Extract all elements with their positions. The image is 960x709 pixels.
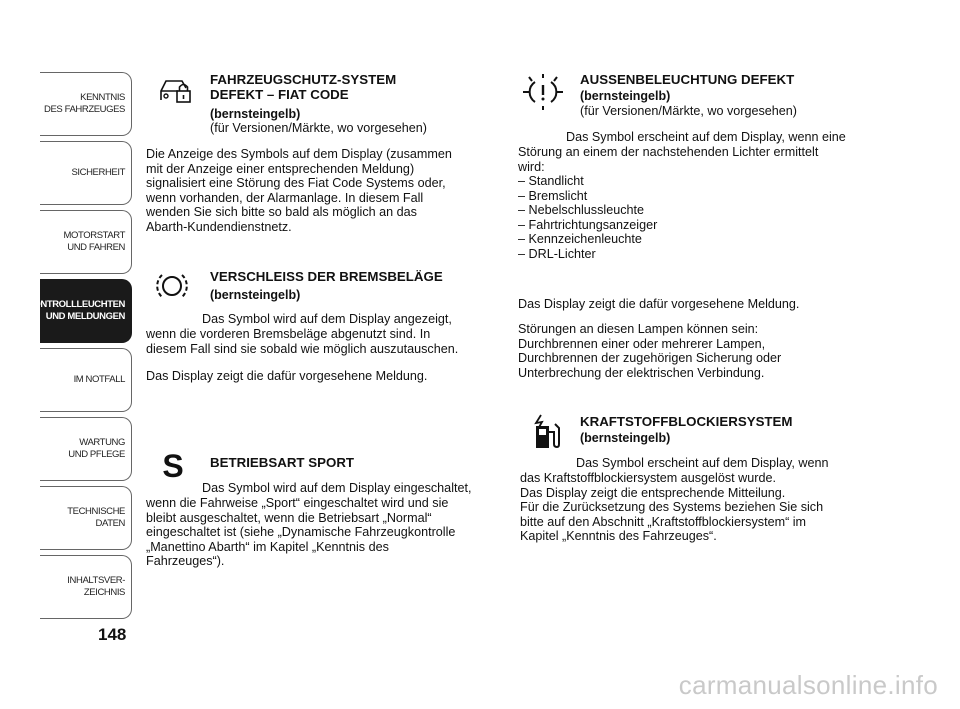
fiat-code-color: (bernsteingelb) bbox=[210, 107, 301, 121]
tab-motorstart[interactable]: MOTORSTART UND FAHREN bbox=[40, 210, 132, 274]
sport-s-icon: S bbox=[162, 447, 184, 484]
lights-title: AUSSENBELEUCHTUNG DEFEKT bbox=[580, 72, 795, 87]
brake-color: (bernsteingelb) bbox=[210, 288, 301, 302]
tab-sicherheit[interactable]: SICHERHEIT bbox=[40, 141, 132, 205]
fuel-cutoff-icon bbox=[533, 414, 561, 454]
brake-body-rest: wenn die vorderen Bremsbeläge abgenutzt sind. In diesem Fall sind sie sobald wie möglich auszutauschen. bbox=[146, 327, 459, 356]
fiat-code-title-1: FAHRZEUGSCHUTZ-SYSTEM bbox=[210, 72, 397, 87]
fuel-body-rest: das Kraftstoffblockiersystem ausgelöst wurde. Das Display zeigt die entsprechende Mitteilung. Für die Zurücksetzung des Systems beziehen Sie sich bitte auf den Abschnitt „Kraftstoffblockiersystem“ im Kapitel „Kenntnis des Fahrzeuges“. bbox=[520, 471, 824, 543]
brake-title: VERSCHLEISS DER BREMSBELÄGE bbox=[210, 269, 443, 284]
fuel-color: (bernsteingelb) bbox=[580, 431, 671, 445]
exterior-light-fault-icon bbox=[520, 73, 566, 115]
lights-body-3: Störungen an diesen Lampen können sein: Durchbrennen einer oder mehrerer Lampen, Durchbrennen der zugehörigen Sicherung oder Unterbrechung der elektrischen Verbindung. bbox=[518, 322, 782, 380]
sport-body-first: Das Symbol wird auf dem Display eingeschaltet, bbox=[202, 481, 472, 495]
fuel-title: KRAFTSTOFFBLOCKIERSYSTEM bbox=[580, 414, 793, 429]
brake-pad-wear-icon bbox=[155, 269, 189, 307]
tab-im-notfall[interactable]: IM NOTFALL bbox=[40, 348, 132, 412]
page-number: 148 bbox=[98, 625, 127, 644]
brake-body-first: Das Symbol wird auf dem Display angezeigt, bbox=[202, 312, 452, 326]
lights-body-first: Das Symbol erscheint auf dem Display, wenn eine bbox=[566, 130, 846, 144]
brake-body-2: Das Display zeigt die dafür vorgesehene Meldung. bbox=[146, 369, 428, 383]
lights-versions: (für Versionen/Märkte, wo vorgesehen) bbox=[580, 104, 797, 118]
fuel-body-first: Das Symbol erscheint auf dem Display, wenn bbox=[576, 456, 829, 470]
fiat-code-body: Die Anzeige des Symbols auf dem Display (zusammen mit der Anzeige einer entsprechenden Meldung) signalisiert eine Störung des Fiat Code Systems oder, wenn vorhanden, der Alarmanlage. In diesem Fall wenden Sie sich bitte so bald als möglich an das Abarth-Kundendienstnetz. bbox=[146, 147, 452, 234]
car-lock-icon bbox=[158, 74, 194, 110]
fiat-code-title-2: DEFEKT – FIAT CODE bbox=[210, 87, 349, 102]
sport-title: BETRIEBSART SPORT bbox=[210, 455, 355, 470]
tab-technische-daten[interactable]: TECHNISCHE DATEN bbox=[40, 486, 132, 550]
watermark: carmanualsonline.info bbox=[678, 670, 938, 700]
fiat-code-versions: (für Versionen/Märkte, wo vorgesehen) bbox=[210, 121, 427, 135]
tab-kenntnis[interactable]: KENNTNIS DES FAHRZEUGES bbox=[40, 72, 132, 136]
tab-inhaltsverzeichnis[interactable]: INHALTSVER- ZEICHNIS bbox=[40, 555, 132, 619]
tab-wartung[interactable]: WARTUNG UND PFLEGE bbox=[40, 417, 132, 481]
lights-body-2: Das Display zeigt die dafür vorgesehene Meldung. bbox=[518, 297, 800, 311]
lights-body-rest: Störung an einem der nachstehenden Lichter ermittelt wird: – Standlicht – Bremslicht – Nebelschlussleuchte – Fahrtrichtungsanzeiger – Kennzeichenleuchte – DRL-Lichter bbox=[518, 145, 819, 261]
lights-color: (bernsteingelb) bbox=[580, 89, 671, 103]
tab-kontrollleuchten[interactable]: KONTROLLLEUCHTEN UND MELDUNGEN bbox=[40, 279, 132, 343]
sport-body-rest: wenn die Fahrweise „Sport“ eingeschaltet wird und sie bleibt ausgeschaltet, wenn die Betriebsart „Normal“ eingeschaltet ist (siehe „Dynamische Fahrzeugkontrolle „Manettino Abarth“ im Kapitel „Kenntnis des Fahrzeuges“). bbox=[146, 496, 456, 568]
